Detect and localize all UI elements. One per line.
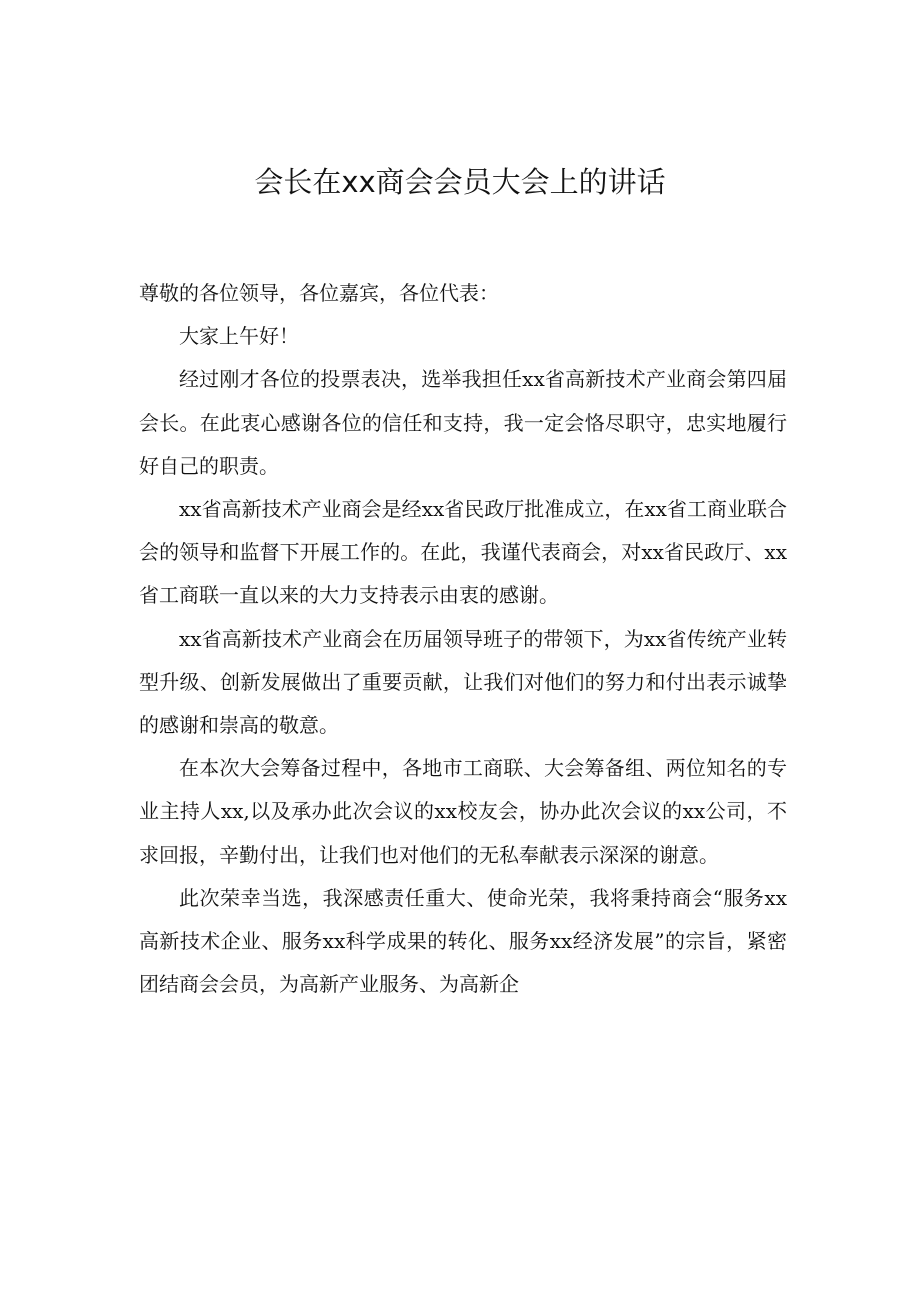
body-paragraph: 此次荣幸当选，我深感责任重大、使命光荣，我将秉持商会“服务xx高新技术企业、服务xx科学成果的转化、服务xx经济发展”的宗旨，紧密团结商会会员，为高新产业服务、为高新企 — [139, 885, 787, 997]
body-paragraph: 在本次大会筹备过程中，各地市工商联、大会筹备组、两位知名的专业主持人xx,以及承办此次会议的xx校友会，协办此次会议的xx公司，不求回报，辛勤付出，让我们也对他们的无私奉献表示深深的谢意。 — [139, 756, 787, 867]
body-paragraph: xx省高新技术产业商会是经xx省民政厅批准成立，在xx省工商业联合会的领导和监督下开展工作的。在此，我谨代表商会，对xx省民政厅、xx省工商联一直以来的大力支持表示由衷的感谢。 — [139, 497, 787, 608]
document-title: 会长在xx商会会员大会上的讲话 — [254, 165, 666, 199]
salutation-paragraph: 尊敬的各位领导，各位嘉宾，各位代表： — [139, 281, 499, 305]
body-paragraph: xx省高新技术产业商会在历届领导班子的带领下，为xx省传统产业转型升级、创新发展做出了重要贡献，让我们对他们的努力和付出表示诚挚的感谢和崇高的敬意。 — [139, 626, 787, 738]
document-body — [139, 272, 787, 1006]
body-paragraph: 经过刚才各位的投票表决，选举我担任xx省高新技术产业商会第四届会长。在此衷心感谢各位的信任和支持，我一定会恪尽职守，忠实地履行好自己的职责。 — [139, 367, 787, 478]
greeting-paragraph: 大家上午好！ — [179, 324, 299, 349]
